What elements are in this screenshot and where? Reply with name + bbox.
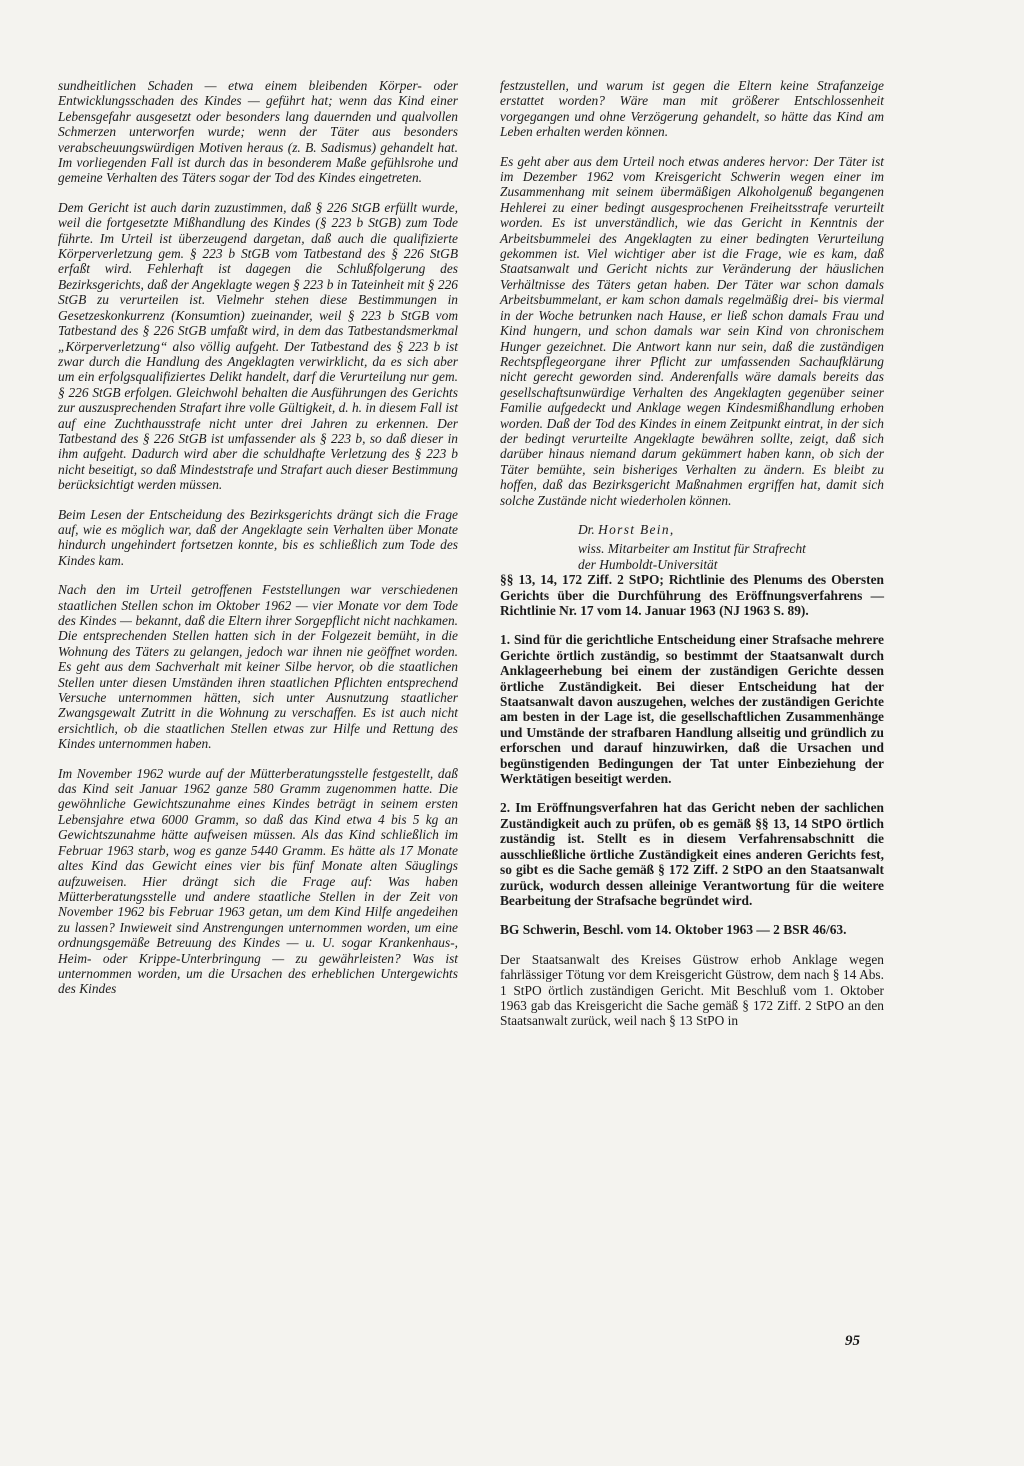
author-title: Dr.: [578, 521, 599, 537]
author-name-comma: ,: [669, 521, 674, 537]
paragraph: Der Staatsanwalt des Kreises Güstrow erhob Anklage wegen fahrlässiger Tötung vor dem Kreisgericht Güstrow, dem nach § 14 Abs. 1 StPO örtlich zuständigen Gericht. Mit Beschluß vom 1. Oktober 1963 gab das Kreisgericht die Sache gemäß § 172 Ziff. 2 StPO an den Staatsanwalt zurück, weil nach § 13 StPO in: [500, 951, 884, 1029]
paragraph: festzustellen, und warum ist gegen die Eltern keine Strafanzeige erstattet worden? Wäre man mit größerer Entschlossenheit vorgegangen und ohne Verzögerung gehandelt, so hätte das Kind am Leben erhalten werden können.: [500, 78, 884, 140]
author-signature: [578, 522, 884, 537]
paragraph: sundheitlichen Schaden — etwa einem bleibenden Körper- oder Entwicklungsschaden des Kindes — geführt hat; wenn das Kind einer Lebensgefahr ausgesetzt oder besonders lang dauernden und qualvollen Schmerzen unterworfen wurde; wenn der Täter aus besonders verabscheuungswürdigen Motiven heraus (z. B. Sadismus) gehandelt hat. Im vorliegenden Fall ist durch das in besonderem Maße gefühlsrohe und gemeine Verhalten des Täters sogar der Tod des Kindes eingetreten.: [58, 78, 458, 186]
paragraph: Nach den im Urteil getroffenen Feststellungen war verschiedenen staatlichen Stellen schon im Oktober 1962 — vier Monate vor dem Tode des Kindes — bekannt, daß die Eltern ihrer Sorgepflicht nicht nachkamen. Die entsprechenden Stellen hatten sich in der Folgezeit bemüht, in die Wohnung des Täters zu gelangen, jedoch war ihnen nie geöffnet worden. Es geht aus dem Sachverhalt mit keiner Silbe hervor, ob die staatlichen Stellen unter diesen Umständen ihren staatlichen Pflichten entsprechend Versuche unternommen hätten, sich unter Ausnutzung staatlicher Zwangsgewalt Zutritt in die Wohnung zu verschaffen. Es ist auch nicht ersichtlich, ob die staatlichen Stellen etwas zur Hilfe und Rettung des Kindes unternommen haben.: [58, 582, 458, 752]
case-heading: §§ 13, 14, 172 Ziff. 2 StPO; Richtlinie des Plenums des Obersten Gerichts über die Durchführung des Eröffnungsverfahrens — Richtlinie Nr. 17 vom 14. Januar 1963 (NJ 1963 S. 89).: [500, 572, 884, 618]
paragraph: Im November 1962 wurde auf der Mütterberatungsstelle festgestellt, daß das Kind seit Januar 1962 ganze 580 Gramm zugenommen hatte. Die gewöhnliche Gewichtszunahme eines Kindes beträgt in seinem ersten Lebensjahre etwa 6000 Gramm, so daß das Kind etwa 4 bis 5 kg an Gewichtszunahme hätte aufweisen müssen. Als das Kind schließlich im Februar 1963 starb, wog es ganze 5440 Gramm. Es hätte als 17 Monate altes Kind das Gewicht eines vier bis fünf Monate alten Säuglings aufzuweisen. Hier drängt sich die Frage auf: Was haben Mütterberatungsstelle und andere staatliche Stellen in der Zeit von November 1962 bis Februar 1963 getan, um dem Kind Hilfe angedeihen zu lassen? Inwieweit sind Anstrengungen unternommen worden, um eine ordnungsgemäße Betreuung des Kindes — u. U. sogar Krankenhaus-, Heim- oder Krippe-Unterbringung — zu gewährleisten? Was ist unternommen worden, um die Ursachen des erheblichen Untergewichts des Kindes: [58, 765, 458, 997]
left-column: [58, 78, 458, 1011]
author-name: Horst Bein: [598, 521, 670, 537]
right-column: [500, 78, 884, 1043]
author-institution: der Humboldt-Universität: [578, 556, 718, 572]
page-number: 95: [845, 1333, 860, 1349]
headnote-2: 2. Im Eröffnungsverfahren hat das Gericht neben der sachlichen Zuständigkeit auch zu prüfen, ob es gemäß §§ 13, 14 StPO örtlich zuständig ist. Stellt es in diesem Verfahrensabschnitt die ausschließliche örtliche Zuständigkeit eines anderen Gerichts fest, so gibt es die Sache gemäß § 172 Ziff. 2 StPO an den Staatsanwalt zurück, wodurch dessen alleinige Verantwortung für die weitere Bearbeitung der Strafsache begründet wird.: [500, 800, 884, 908]
paragraph: Es geht aber aus dem Urteil noch etwas anderes hervor: Der Täter ist im Dezember 1962 vom Kreisgericht Schwerin wegen einer im Zusammenhang mit seinem übermäßigen Alkoholgenuß begangenen Hehlerei zu einer bedingt ausgesprochenen Freiheitsstrafe verurteilt worden. Es ist unverständlich, wie das Gericht in Kenntnis der Arbeitsbummelei des Angeklagten zu einer bedingten Verurteilung gekommen ist. Viel wichtiger aber ist die Frage, wie es kam, daß Staatsanwalt und Gericht nichts zur Veränderung der häuslichen Verhältnisse des Täters getan haben. Der Täter war schon damals Arbeitsbummelant, er kam schon damals regelmäßig drei- bis viermal in der Woche betrunken nach Hause, er ließ schon damals Frau und Kind hungern, und schon damals war sein Kind von chronischem Hunger gezeichnet. Die Antwort kann nur sein, daß die zuständigen Rechtspflegeorgane ihrer Pflicht zur umfassenden Sachaufklärung nicht gerecht geworden sind. Anderenfalls wäre damals bereits das gesellschaftsunwürdige Verhalten des Angeklagten gegenüber seiner Familie aufgedeckt und Anklage wegen Kindesmißhandlung erhoben worden. Daß der Tod des Kindes in einem Zeitpunkt eintrat, in der sich der bedingt verurteilte Angeklagte bewähren sollte, zeigt, daß sich darüber hinaus niemand darum gekümmert haben kann, ob sich der Täter bemühte, sein bisheriges Verhalten zu ändern. Es bleibt zu hoffen, daß das Bezirksgericht Maßnahmen ergriffen hat, damit sich solche Zustände nicht wiederholen können.: [500, 153, 884, 508]
paragraph: Beim Lesen der Entscheidung des Bezirksgerichts drängt sich die Frage auf, wie es möglich war, daß der Angeklagte sein Verhalten über Monate hindurch ungehindert fortsetzen konnte, bis es schließlich zum Tode des Kindes kam.: [58, 506, 458, 568]
paragraph: Dem Gericht ist auch darin zuzustimmen, daß § 226 StGB erfüllt wurde, weil die fortgesetzte Mißhandlung des Kindes (§ 223 b StGB) zum Tode führte. Im Urteil ist überzeugend dargetan, daß auch die qualifizierte Körperverletzung gem. § 223 b StGB vom Tatbestand des § 226 StGB erfaßt wird. Fehlerhaft ist dagegen die Schlußfolgerung des Bezirksgerichts, daß der Angeklagte wegen § 223 b in Tateinheit mit § 226 StGB zu verurteilen ist. Vielmehr stehen diese Bestimmungen in Gesetzeskonkurrenz (Konsumtion) zueinander, weil § 223 b StGB vom Tatbestand des § 226 StGB umfaßt wird, in dem das Tatbestandsmerkmal „Körperverletzung“ also völlig aufgeht. Der Tatbestand des § 223 b ist zwar durch die Handlung des Angeklagten verwirklicht, da es sich aber um ein erfolgsqualifiziertes Delikt handelt, darf die Verurteilung nur gem. § 226 StGB erfolgen. Gleichwohl behalten die Ausführungen des Gerichts zur auszusprechenden Strafart ihre volle Gültigkeit, d. h. in diesem Fall ist auf eine Zuchthausstrafe nicht unter drei Jahren zu erkennen. Der Tatbestand des § 226 StGB ist umfassender als § 223 b, so daß dieser in ihm aufgeht. Dadurch wird aber die schuldhafte Verletzung des § 223 b nicht beseitigt, so daß Mindeststrafe und Strafart auch dieser Bestimmung berücksichtigt werden müssen.: [58, 199, 458, 493]
case-citation: BG Schwerin, Beschl. vom 14. Oktober 1963 — 2 BSR 46/63.: [500, 922, 847, 938]
author-affiliation: wiss. Mitarbeiter am Institut für Strafrecht: [578, 541, 806, 557]
headnote-1: 1. Sind für die gerichtliche Entscheidung einer Strafsache mehrere Gerichte örtlich zuständig, so bestimmt der Staatsanwalt durch Anklageerhebung bei einem der zuständigen Gerichte dessen örtliche Zuständigkeit. Bei dieser Entscheidung hat der Staatsanwalt davon auszugehen, welches der zuständigen Gerichte am besten in der Lage ist, die gesellschaftlichen Zusammenhänge und Umstände der strafbaren Handlung allseitig und gründlich zu erforschen und darauf hinzuwirken, daß die Ursachen und begünstigenden Bedingungen der Tat unter Einbeziehung der Werktätigen beseitigt werden.: [500, 632, 884, 787]
